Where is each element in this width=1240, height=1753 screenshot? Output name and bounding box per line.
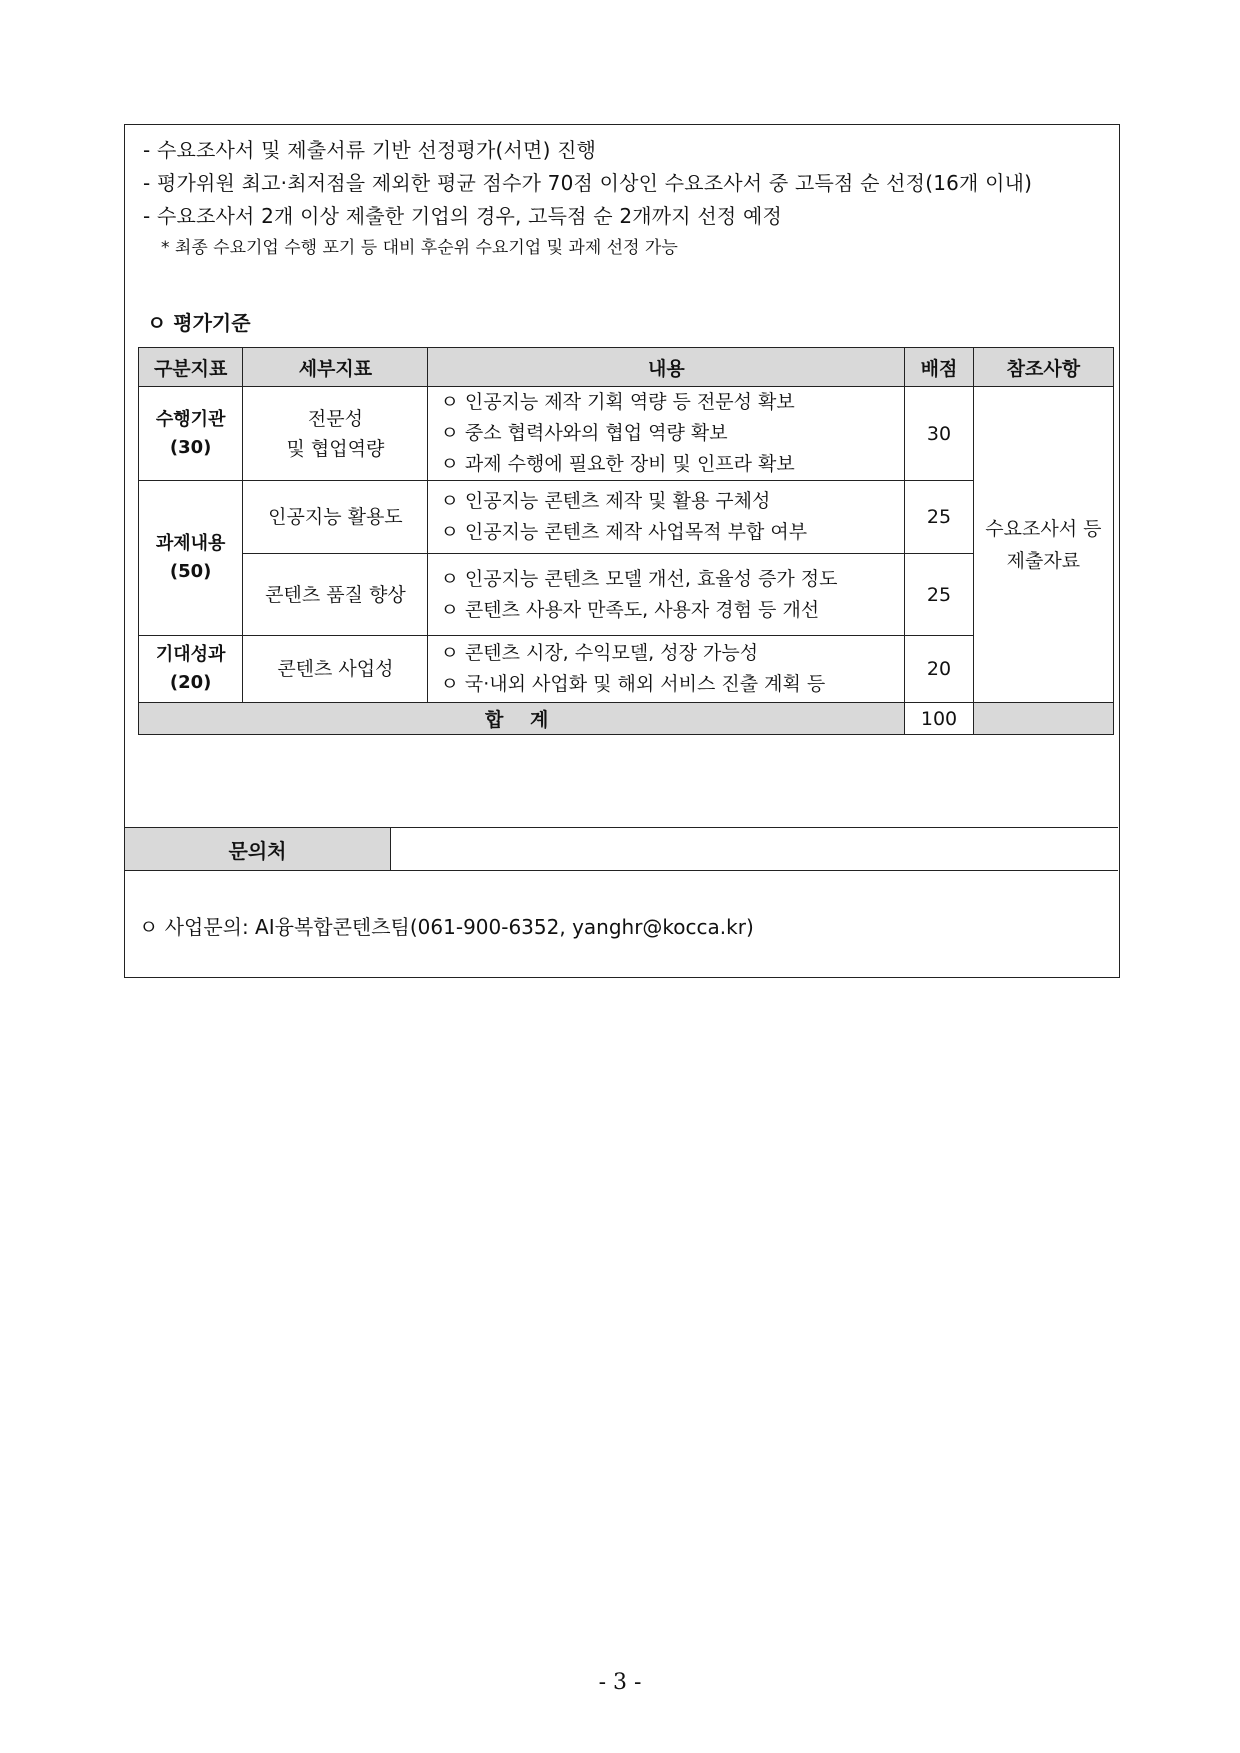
category-points: (50) xyxy=(169,561,212,582)
header-score: 배점 xyxy=(905,348,973,387)
score-cell: 30 xyxy=(905,387,973,481)
category-cell xyxy=(139,481,243,636)
content-item: ㅇ 콘텐츠 사용자 만족도, 사용자 경험 등 개선 xyxy=(440,598,820,621)
table-row xyxy=(139,636,1114,703)
sub-indicator-line: 및 협업역량 xyxy=(286,437,385,460)
sub-indicator-cell xyxy=(243,387,428,481)
reference-line: 제출자료 xyxy=(1006,549,1081,572)
contact-info: ㅇ 사업문의: AI융복합콘텐츠팀(061-900-6352, yanghr@kocca.kr) xyxy=(139,915,754,939)
reference-line: 수요조사서 등 xyxy=(985,517,1102,540)
content-item: ㅇ 인공지능 콘텐츠 모델 개선, 효율성 증가 정도 xyxy=(440,567,838,590)
category-name: 기대성과 xyxy=(155,644,226,665)
total-score: 100 xyxy=(905,703,973,735)
header-reference: 참조사항 xyxy=(973,348,1113,387)
content-item: ㅇ 콘텐츠 시장, 수익모델, 성장 가능성 xyxy=(440,642,759,664)
table-row xyxy=(139,481,1114,554)
sub-indicator-cell: 인공지능 활용도 xyxy=(243,481,428,554)
category-name: 과제내용 xyxy=(155,533,226,554)
footnote: * 최종 수요기업 수행 포기 등 대비 후순위 수요기업 및 과제 선정 가능 xyxy=(161,238,678,258)
content-item: ㅇ 인공지능 제작 기획 역량 등 전문성 확보 xyxy=(440,391,795,413)
document-frame xyxy=(124,124,1120,978)
bullet-evaluation-method: - 수요조사서 및 제출서류 기반 선정평가(서면) 진행 xyxy=(143,138,597,162)
total-row xyxy=(139,703,1114,735)
category-cell xyxy=(139,636,243,703)
category-points: (20) xyxy=(169,672,212,693)
content-cell xyxy=(428,387,905,481)
content-cell xyxy=(428,636,905,703)
section-title: ㅇ 평가기준 xyxy=(147,311,251,335)
category-points: (30) xyxy=(169,436,212,458)
page-number: - 3 - xyxy=(598,1670,642,1695)
content-item: ㅇ 인공지능 콘텐츠 제작 사업목적 부합 여부 xyxy=(440,521,808,543)
reference-cell xyxy=(973,387,1113,703)
content-item: ㅇ 인공지능 콘텐츠 제작 및 활용 구체성 xyxy=(440,490,771,512)
sub-indicator-cell: 콘텐츠 품질 향상 xyxy=(243,554,428,636)
category-name: 수행기관 xyxy=(155,408,226,430)
bullet-multiple-submission: - 수요조사서 2개 이상 제출한 기업의 경우, 고득점 순 2개까지 선정 예정 xyxy=(143,204,782,228)
sub-indicator-line: 전문성 xyxy=(307,407,363,430)
header-category: 구분지표 xyxy=(139,348,243,387)
content-item: ㅇ 국·내외 사업화 및 해외 서비스 진출 계획 등 xyxy=(440,673,826,695)
header-sub-indicator: 세부지표 xyxy=(243,348,428,387)
contact-bar xyxy=(125,827,1118,871)
total-reference-empty xyxy=(973,703,1113,735)
bullet-selection-criteria: - 평가위원 최고·최저점을 제외한 평균 점수가 70점 이상인 수요조사서 중 고득점 순 선정(16개 이내) xyxy=(143,171,1033,195)
content-cell xyxy=(428,554,905,636)
evaluation-table xyxy=(138,347,1114,735)
content-item: ㅇ 중소 협력사와의 협업 역량 확보 xyxy=(440,422,728,444)
header-content: 내용 xyxy=(428,348,905,387)
table-row xyxy=(139,387,1114,481)
table-row xyxy=(139,554,1114,636)
table-header-row xyxy=(139,348,1114,387)
total-label: 합 계 xyxy=(139,703,905,735)
content-cell xyxy=(428,481,905,554)
content-item: ㅇ 과제 수행에 필요한 장비 및 인프라 확보 xyxy=(440,453,795,475)
sub-indicator-cell: 콘텐츠 사업성 xyxy=(243,636,428,703)
score-cell: 25 xyxy=(905,481,973,554)
category-cell xyxy=(139,387,243,481)
score-cell: 20 xyxy=(905,636,973,703)
contact-label: 문의처 xyxy=(125,828,391,870)
score-cell: 25 xyxy=(905,554,973,636)
